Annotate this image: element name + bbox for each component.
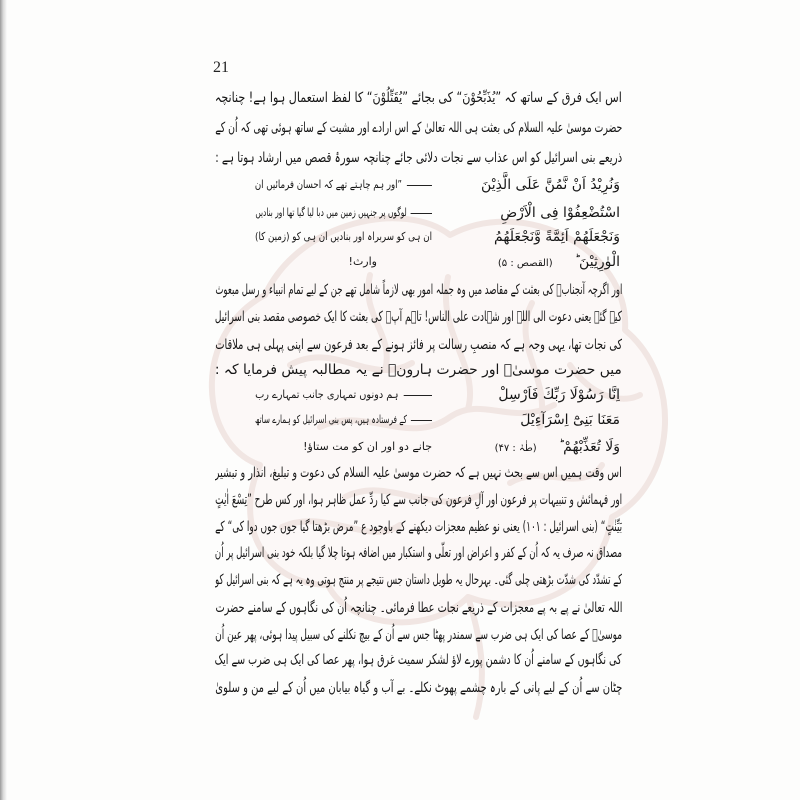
binding-shadow xyxy=(0,0,7,800)
body-line-text: بَیِّنٰتٍ“ (بنی اسرائیل : ۱۰۱) یعنی نو عظیم معجزات دیکھنے کے باوجود ع ”مرض بڑھتا گیا جوں جوں دوا کی“ کے xyxy=(215,519,622,535)
body-line-text: میں حضرت موسیٰؑ اور حضرت ہارونؑ نے یہ مطالبہ پیش فرمایا کہ : xyxy=(215,362,622,378)
body-line xyxy=(215,674,622,702)
translation-text: ان ہی کو سربراہ اور بنادیں ان ہی کو (زمین کا) xyxy=(255,230,432,243)
body-line xyxy=(215,331,622,359)
body-line-text: اور فہمائش و تنبیہات پر فرعون اور آلِ فرعون کی جانب سے کیا ردِّ عمل ظاہر ہوا، اور کس طرح ”تِسْعَ اٰیٰتٍ xyxy=(215,492,622,508)
translation-text: ”اور ہم چاہتے تھے کہ احسان فرمائیں ان xyxy=(255,178,403,191)
quran-arabic-cell xyxy=(432,171,622,199)
translation-cell xyxy=(255,406,432,434)
body-line-text: اللہ تعالیٰ نے پے بہ پے معجزات کے ذریعے نجات عطا فرمائی۔ چنانچہ اُن کی نگاہوں کے سامنے حضرت xyxy=(215,600,622,616)
verse-reference: (طٰہٰ : ۴۷) xyxy=(494,443,537,454)
quran-arabic-text: وَنَجْعَلَهُمْ اَئِمَّةً وَّنَجْعَلَهُمُ xyxy=(494,229,620,245)
body-line xyxy=(215,84,622,112)
quran-arabic-cell xyxy=(432,223,622,251)
body-line-text: موسیٰؑ کے عصا کی ایک ہی ضرب سے سمندر پھٹا جس سے اُن کے بیچ نکلنے کی سبیل پیدا ہوئی، پھر عین اُن xyxy=(215,627,622,643)
translation-text: ہم دونوں تمہاری جانب تمہارے رب xyxy=(255,388,399,401)
verse-row xyxy=(215,248,622,276)
page-number: 21 xyxy=(213,59,229,76)
body-line-text: کی نجات تھا، یہی وجہ ہے کہ منصبِ رسالت پر فائز ہونے کے بعد فرعون سے اپنی پہلی ہی ملاقات xyxy=(215,337,622,353)
body-line xyxy=(215,621,622,649)
dash-separator xyxy=(411,420,432,421)
body-line-text: چٹان سے اُن کے لیے پانی کے بارہ چشمے پھوٹ نکلے۔ بے آب و گیاہ بیابان میں اُن کے لیے من و سلویٰ xyxy=(215,680,622,696)
body-line xyxy=(215,513,622,541)
verse-row xyxy=(215,171,622,199)
quran-arabic-text: وَلَا تُعَذِّبْهُمْ ؕ xyxy=(558,439,620,455)
body-line-text: کیے گئے یعنی دعوت الی اللہ اور شہادت علی الناس! تاہم آپؑ کی بعثت کا ایک خصوصی مقصد بنی اسرائیل xyxy=(215,309,622,325)
body-line-text: اس وقت ہمیں اس سے بحث نہیں ہے کہ حضرت موسیٰ علیہ السلام کی دعوت و تبلیغ، انذار و تبشیر xyxy=(215,465,622,481)
quran-arabic-cell xyxy=(432,381,622,409)
body-line xyxy=(215,594,622,622)
body-line-text: حضرت موسیٰ علیہ السلام کی بعثت ہی اللہ تعالیٰ کے اس ارادے اور مشیت کے ساتھ ہوئی تھی کہ اُن کے xyxy=(215,120,622,136)
quran-arabic-cell xyxy=(432,248,622,276)
dash-separator xyxy=(407,185,432,186)
translation-text: کے فرستادہ ہیں، پس بنی اسرائیل کو ہمارے ساتھ xyxy=(255,413,407,426)
verse-row xyxy=(215,406,622,434)
quran-arabic-text: الْوٰرِثِيْنَ ؕ xyxy=(574,254,620,270)
translation-cell xyxy=(255,248,432,276)
body-line-text: مصداق نہ صرف یہ کہ اُن کے کفر و اعراض اور تعلّی و استکبار میں اضافہ ہوتا چلا گیا بلکہ خود بنی اسرائیل پر اُن xyxy=(215,545,622,561)
dash-separator xyxy=(410,213,432,214)
body-line xyxy=(215,144,622,172)
translation-cell xyxy=(255,223,432,251)
translation-text: جانے دو اور ان کو مت ستاؤ! xyxy=(303,440,432,453)
dash-separator xyxy=(404,395,432,396)
translation-text: وارث! xyxy=(348,255,377,268)
body-line xyxy=(215,566,622,594)
translation-cell xyxy=(255,171,432,199)
body-line xyxy=(215,114,622,142)
body-line xyxy=(215,539,622,567)
body-line-text: کی نگاہوں کے سامنے اُن کا دشمن پورے لاؤ لشکر سمیت غرق ہوا، پھر عصا کی ایک ہی ضرب سے ایک xyxy=(215,652,622,668)
body-line-text: ذریعے بنی اسرائیل کو اس عذاب سے نجات دلائی جائے چنانچہ سورۂ قصص میں ارشاد ہوتا ہے : xyxy=(215,150,622,166)
body-line xyxy=(215,276,622,304)
body-line xyxy=(215,459,622,487)
body-line xyxy=(215,486,622,514)
quran-arabic-text: اِنَّا رَسُوْلَا رَبِّكَ فَاَرْسِلْ xyxy=(498,387,620,403)
quran-arabic-text: اسْتُضْعِفُوْا فِى الْاَرْضِ xyxy=(500,205,620,221)
translation-cell xyxy=(255,381,432,409)
body-line xyxy=(215,646,622,674)
translation-text: لوگوں پر جنہیں زمین میں دبا لیا گیا تھا اور بنادیں xyxy=(255,206,407,219)
translation-cell xyxy=(255,433,432,461)
verse-row xyxy=(215,433,622,461)
body-line xyxy=(215,356,622,384)
verse-row xyxy=(215,223,622,251)
quran-arabic-cell xyxy=(432,406,622,434)
quran-arabic-cell xyxy=(432,433,622,461)
verse-row xyxy=(215,381,622,409)
body-line-text: اور اگرچہ آنجنابؑ کی بعثت کے مقاصد میں وہ جملہ امور بھی لازماً شامل تھے جن کے لیے تمام انبیاء و رسل مبعوث xyxy=(215,282,622,298)
body-line-text: اس ایک فرق کے ساتھ کہ ”یُذَبِّحُوْنَ“ کی بجائے ”یُقَتِّلُوْنَ“ کا لفظ استعمال ہوا ہے! چنانچہ xyxy=(215,90,622,106)
quran-arabic-text: مَعَنَا بَنِىْٓ اِسْرَآءِيْلَ xyxy=(520,412,620,428)
verse-reference: (القصص : ۵) xyxy=(497,258,553,269)
quran-arabic-text: وَنُرِيْدُ اَنْ نَّمُنَّ عَلَى الَّذِيْنَ xyxy=(481,177,620,193)
body-line-text: کے تشدّد کی شدّت بڑھتی چلی گئی۔ بہرحال یہ طویل داستان جس نتیجے پر منتج ہوتی وہ یہ ہے کہ بنی اسرائیل کو xyxy=(215,572,622,588)
body-line xyxy=(215,303,622,331)
